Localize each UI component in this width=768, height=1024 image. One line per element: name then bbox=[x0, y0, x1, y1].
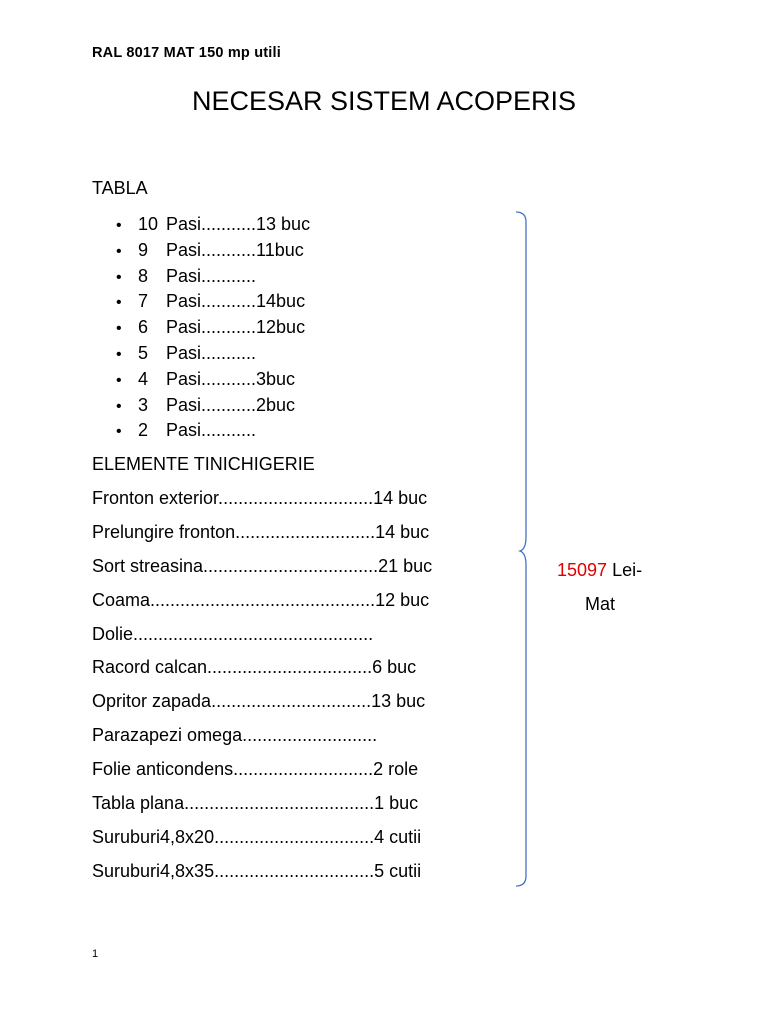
tinichigerie-list bbox=[92, 482, 432, 889]
tinichigerie-list-item: Folie anticondens............................2 role bbox=[92, 759, 419, 780]
total-price bbox=[557, 553, 643, 614]
tabla-list-item bbox=[116, 367, 310, 393]
tabla-list bbox=[116, 212, 310, 444]
tabla-item-number: 5 bbox=[138, 342, 149, 363]
tabla-item-number: 8 bbox=[138, 265, 149, 286]
tabla-list-item bbox=[116, 264, 310, 290]
tabla-item-text: Pasi...........11buc bbox=[166, 239, 304, 260]
tabla-item-text: Pasi........... bbox=[166, 342, 257, 363]
tinichigerie-list-item: Fronton exterior...............................14 buc bbox=[92, 488, 428, 508]
tabla-item-text: Pasi........... bbox=[166, 265, 257, 286]
tabla-list-item bbox=[116, 418, 310, 444]
tabla-item-number: 2 bbox=[138, 420, 149, 441]
tinichigerie-list-item: Suruburi4,8x20................................4 cutii bbox=[92, 826, 422, 847]
tabla-item-number: 9 bbox=[138, 239, 149, 260]
tabla-item-text: Pasi...........13 buc bbox=[166, 214, 311, 234]
curly-brace bbox=[510, 210, 540, 890]
tabla-item-text: Pasi........... bbox=[166, 420, 257, 441]
bullet-icon: • bbox=[116, 217, 122, 234]
tabla-item-text: Pasi...........12buc bbox=[166, 317, 306, 338]
tabla-list-item bbox=[116, 393, 310, 419]
tabla-item-number: 4 bbox=[138, 368, 149, 389]
tinichigerie-list-item: Sort streasina...................................21 buc bbox=[92, 555, 433, 576]
bullet-icon: • bbox=[116, 294, 122, 312]
section-heading-tabla: TABLA bbox=[92, 178, 148, 198]
tinichigerie-list-item: Opritor zapada................................13 buc bbox=[92, 691, 426, 712]
total-unit-line2: Mat bbox=[585, 594, 616, 614]
tabla-item-number: 3 bbox=[138, 394, 149, 415]
tabla-item-number: 6 bbox=[138, 317, 149, 338]
total-unit: Lei- bbox=[607, 560, 643, 580]
bullet-icon: • bbox=[116, 345, 122, 363]
tinichigerie-list-item: Parazapezi omega........................... bbox=[92, 725, 378, 746]
tabla-list-item bbox=[116, 341, 310, 367]
tinichigerie-list-item: Prelungire fronton............................14 buc bbox=[92, 521, 430, 542]
tinichigerie-list-item: Racord calcan.................................6 buc bbox=[92, 657, 417, 678]
bullet-icon: • bbox=[116, 320, 122, 338]
tabla-list-item bbox=[116, 289, 310, 315]
total-value: 15097 bbox=[557, 560, 608, 580]
tabla-item-text: Pasi...........3buc bbox=[166, 368, 296, 389]
tabla-list-item bbox=[116, 315, 310, 341]
bullet-icon: • bbox=[116, 423, 122, 441]
tabla-item-text: Pasi...........2buc bbox=[166, 394, 296, 415]
tinichigerie-list-item: Dolie................................................ bbox=[92, 623, 374, 644]
tinichigerie-list-item: Tabla plana......................................1 buc bbox=[92, 793, 419, 814]
page-title: NECESAR SISTEM ACOPERIS bbox=[191, 86, 577, 116]
header-note: RAL 8017 MAT 150 mp utili bbox=[92, 45, 281, 61]
bullet-icon: • bbox=[116, 397, 122, 415]
tabla-item-number: 10 bbox=[138, 214, 159, 234]
tinichigerie-list-item: Coama.............................................12 buc bbox=[92, 589, 430, 610]
tabla-list-item bbox=[116, 212, 310, 238]
bullet-icon: • bbox=[116, 242, 122, 260]
bullet-icon: • bbox=[116, 371, 122, 389]
tabla-item-text: Pasi...........14buc bbox=[166, 291, 306, 312]
tabla-item-number: 7 bbox=[138, 291, 149, 312]
tabla-list-item bbox=[116, 238, 310, 264]
page-number: 1 bbox=[92, 948, 99, 960]
bullet-icon: • bbox=[116, 268, 122, 286]
tinichigerie-list-item: Suruburi4,8x35................................5 cutii bbox=[92, 860, 422, 881]
section-heading-tinichigerie: ELEMENTE TINICHIGERIE bbox=[92, 454, 315, 474]
